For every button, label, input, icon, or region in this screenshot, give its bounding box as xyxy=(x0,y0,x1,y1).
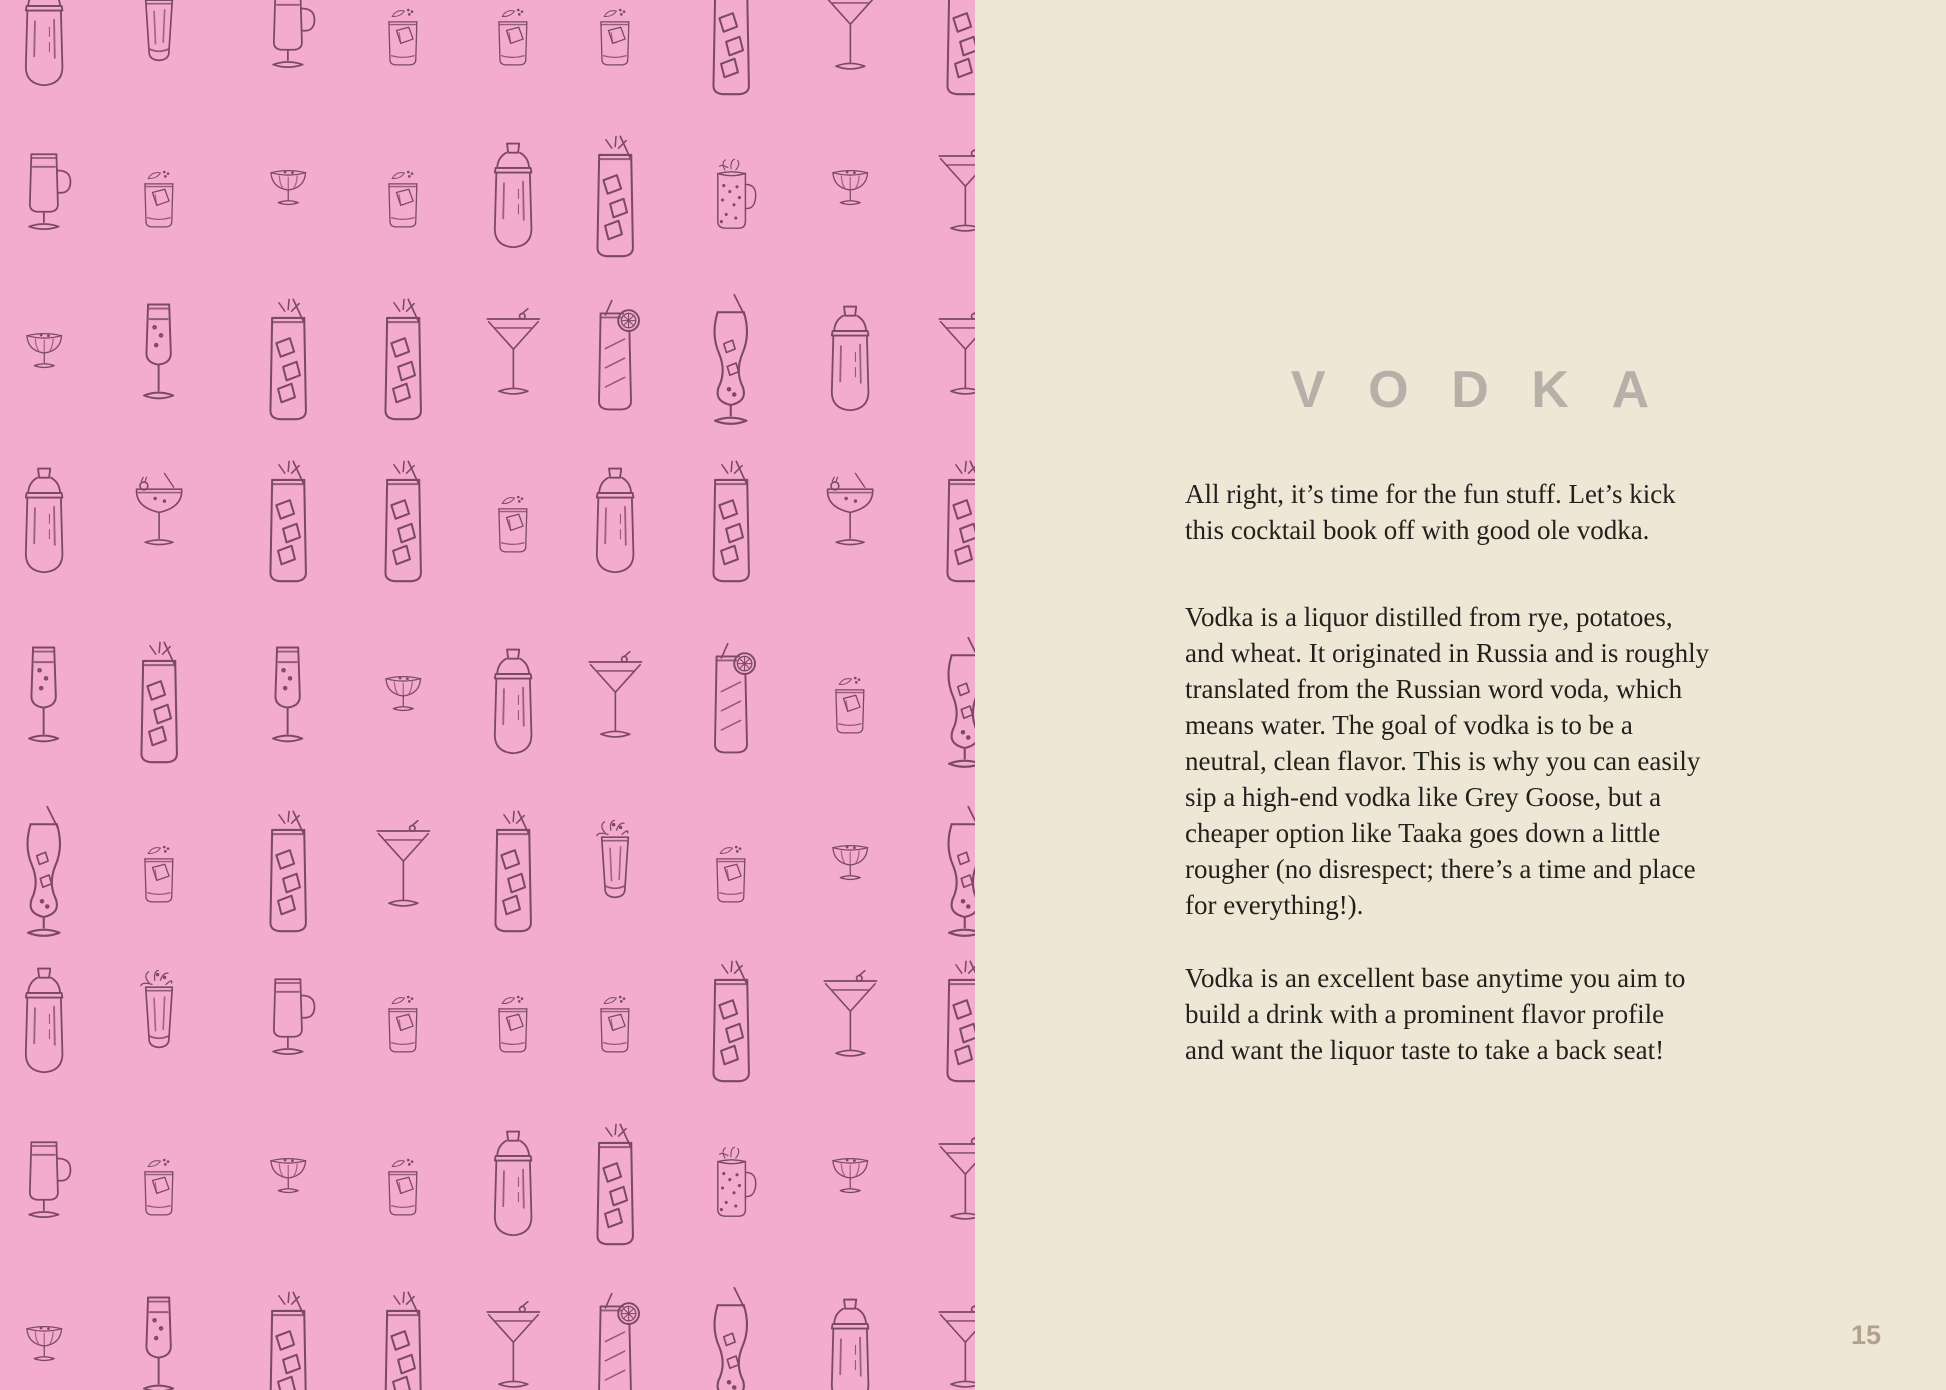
julep-cup-icon xyxy=(580,819,650,931)
highball-glass-icon xyxy=(575,299,655,427)
irish-coffee-glass-icon xyxy=(7,141,81,259)
cocktail-shaker-icon xyxy=(6,464,82,586)
martini-glass-icon xyxy=(581,651,650,761)
collins-glass-icon xyxy=(689,0,773,106)
coupe-glass-icon xyxy=(18,1314,71,1390)
coupe-glass-icon xyxy=(824,833,877,917)
paragraph-usage: Vodka is an excellent base anytime you aim to build a drink with a prominent flavor profile and want the liquor taste to take a back seat! xyxy=(1185,963,1686,1065)
rocks-glass-icon xyxy=(132,1145,186,1231)
collins-glass-icon xyxy=(246,296,330,431)
collins-glass-icon xyxy=(246,808,330,943)
collins-glass-icon xyxy=(246,1289,330,1390)
collins-glass-icon xyxy=(361,296,445,431)
martini-glass-icon xyxy=(816,0,885,93)
paragraph-history: Vodka is a liquor distilled from rye, potatoes, and wheat. It originated in Russia and is roughly translated from the Russian word voda, which means water. The goal of vodka is to be a neutral, clean flavor. This is why you can easily sip a high-end vodka like Grey Goose, but a cheaper option like Taaka goes down a little rougher (no disrespect; there’s a time and place for everything!). xyxy=(1185,602,1710,920)
hurricane-glass-icon xyxy=(921,636,975,776)
coupe-glass-icon xyxy=(377,664,430,748)
collins-glass-icon xyxy=(471,808,555,943)
julep-cup-icon xyxy=(124,969,194,1081)
cocktail-shaker-icon xyxy=(812,302,888,424)
collins-glass-icon xyxy=(361,1289,445,1390)
champagne-flute-icon xyxy=(247,641,328,771)
cocktail-shaker-icon xyxy=(475,645,551,767)
collins-glass-icon xyxy=(689,958,773,1093)
hurricane-glass-icon xyxy=(687,293,775,433)
cocktail-shaker-icon xyxy=(475,139,551,261)
goblet-glass-icon xyxy=(817,472,883,578)
mule-mug-icon xyxy=(701,152,761,248)
collins-glass-icon xyxy=(117,639,201,774)
cocktail-shaker-icon xyxy=(6,964,82,1086)
collins-glass-icon xyxy=(573,1121,657,1256)
martini-glass-icon xyxy=(931,1133,975,1243)
hurricane-glass-icon xyxy=(687,1286,775,1390)
rocks-glass-icon xyxy=(704,832,758,918)
collins-glass-icon xyxy=(923,958,975,1093)
cocktail-shaker-icon xyxy=(475,1127,551,1249)
julep-cup-icon xyxy=(124,0,194,94)
rocks-glass-icon xyxy=(486,0,540,81)
martini-glass-icon xyxy=(931,145,975,255)
martini-glass-icon xyxy=(931,308,975,418)
hurricane-glass-icon xyxy=(0,805,88,945)
collins-glass-icon xyxy=(573,133,657,268)
martini-glass-icon xyxy=(369,820,438,930)
rocks-glass-icon xyxy=(132,157,186,243)
rocks-glass-icon xyxy=(376,0,430,81)
rocks-glass-icon xyxy=(376,982,430,1068)
rocks-glass-icon xyxy=(486,982,540,1068)
martini-glass-icon xyxy=(931,1301,975,1390)
highball-glass-icon xyxy=(575,1292,655,1390)
irish-coffee-glass-icon xyxy=(251,0,325,97)
rocks-glass-icon xyxy=(588,982,642,1068)
coupe-glass-icon xyxy=(262,1146,315,1230)
content-page xyxy=(975,0,1946,1390)
champagne-flute-icon xyxy=(118,1291,199,1390)
collins-glass-icon xyxy=(923,0,975,106)
rocks-glass-icon xyxy=(486,482,540,568)
rocks-glass-icon xyxy=(376,1145,430,1231)
cocktail-shaker-icon xyxy=(577,464,653,586)
goblet-glass-icon xyxy=(126,472,192,578)
rocks-glass-icon xyxy=(588,0,642,81)
highball-glass-icon xyxy=(691,642,771,770)
irish-coffee-glass-icon xyxy=(7,1129,81,1247)
hurricane-glass-icon xyxy=(921,805,975,945)
coupe-glass-icon xyxy=(262,158,315,242)
martini-glass-icon xyxy=(816,970,885,1080)
rocks-glass-icon xyxy=(132,832,186,918)
rocks-glass-icon xyxy=(376,157,430,243)
champagne-flute-icon xyxy=(118,298,199,428)
champagne-flute-icon xyxy=(3,641,84,771)
mule-mug-icon xyxy=(701,1140,761,1236)
rocks-glass-icon xyxy=(823,663,877,749)
martini-glass-icon xyxy=(479,1301,548,1390)
coupe-glass-icon xyxy=(18,321,71,405)
collins-glass-icon xyxy=(246,458,330,593)
paragraph-intro: All right, it’s time for the fun stuff. Let’s kick this cocktail book off with good ole vodka. xyxy=(1185,479,1676,545)
collins-glass-icon xyxy=(923,458,975,593)
martini-glass-icon xyxy=(479,308,548,418)
coupe-glass-icon xyxy=(824,1146,877,1230)
chapter-title: VODKA xyxy=(1290,361,1692,419)
cocktail-shaker-icon xyxy=(6,0,82,99)
coupe-glass-icon xyxy=(824,158,877,242)
collins-glass-icon xyxy=(361,458,445,593)
cocktail-shaker-icon xyxy=(812,1295,888,1390)
irish-coffee-glass-icon xyxy=(251,966,325,1084)
page-number: 15 xyxy=(1851,1320,1882,1350)
collins-glass-icon xyxy=(689,458,773,593)
